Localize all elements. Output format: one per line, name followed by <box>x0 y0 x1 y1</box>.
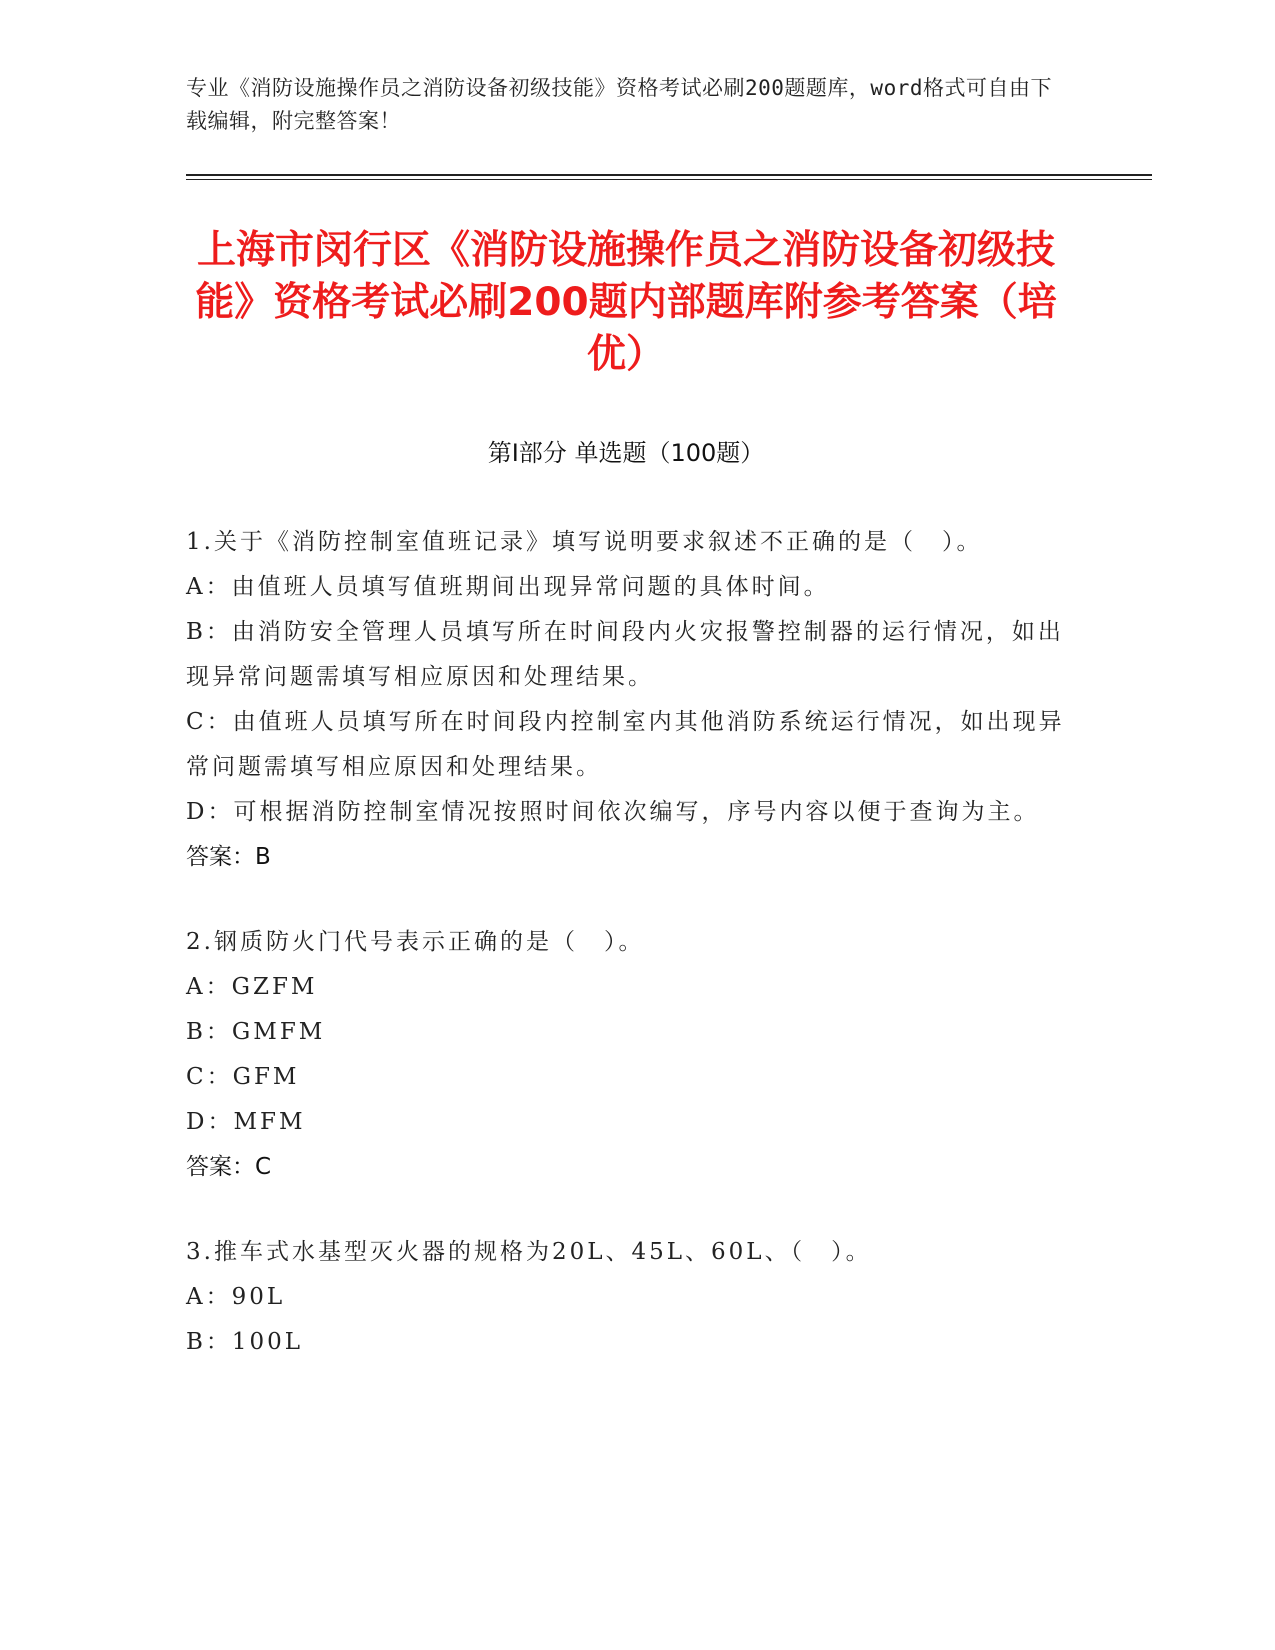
header-divider-thin <box>186 179 1152 180</box>
answer-line: 答案：B <box>186 844 271 870</box>
option-a: A：由值班人员填写值班期间出现异常问题的具体时间。 <box>186 574 830 600</box>
option-c: C：GFM <box>186 1064 300 1090</box>
option-b: B：100L <box>186 1329 304 1355</box>
option-d: D：可根据消防控制室情况按照时间依次编写，序号内容以便于查询为主。 <box>186 799 1040 825</box>
document-title: 上海市闵行区《消防设施操作员之消防设备初级技能》资格考试必刷200题内部题库附参考答案（培优） <box>195 228 1057 377</box>
question-stem: 3.推车式水基型灭火器的规格为20L、45L、60L、（ ）。 <box>186 1239 872 1265</box>
option-d: D：MFM <box>186 1109 306 1135</box>
option-a: A：GZFM <box>186 974 318 1000</box>
option-b: B：由消防安全管理人员填写所在时间段内火灾报警控制器的运行情况，如出现异常问题需填写相应原因和处理结果。 <box>186 619 1064 690</box>
question-item <box>186 520 1066 880</box>
answer-line: 答案：C <box>186 1154 272 1180</box>
question-list <box>186 520 1066 1405</box>
question-stem: 2.钢质防火门代号表示正确的是（ ）。 <box>186 929 645 955</box>
header-divider-thick <box>186 174 1152 176</box>
intro-text: 专业《消防设施操作员之消防设备初级技能》资格考试必刷200题题库，word格式可自由下载编辑，附完整答案！ <box>186 76 1052 133</box>
option-b: B：GMFM <box>186 1019 326 1045</box>
section-heading: 第Ⅰ部分 单选题（100题） <box>487 439 765 467</box>
question-stem: 1.关于《消防控制室值班记录》填写说明要求叙述不正确的是（ ）。 <box>186 529 983 555</box>
question-item <box>186 920 1066 1190</box>
question-item <box>186 1230 1066 1365</box>
option-c: C：由值班人员填写所在时间段内控制室内其他消防系统运行情况，如出现异常问题需填写相应原因和处理结果。 <box>186 709 1065 780</box>
option-a: A：90L <box>186 1284 286 1310</box>
